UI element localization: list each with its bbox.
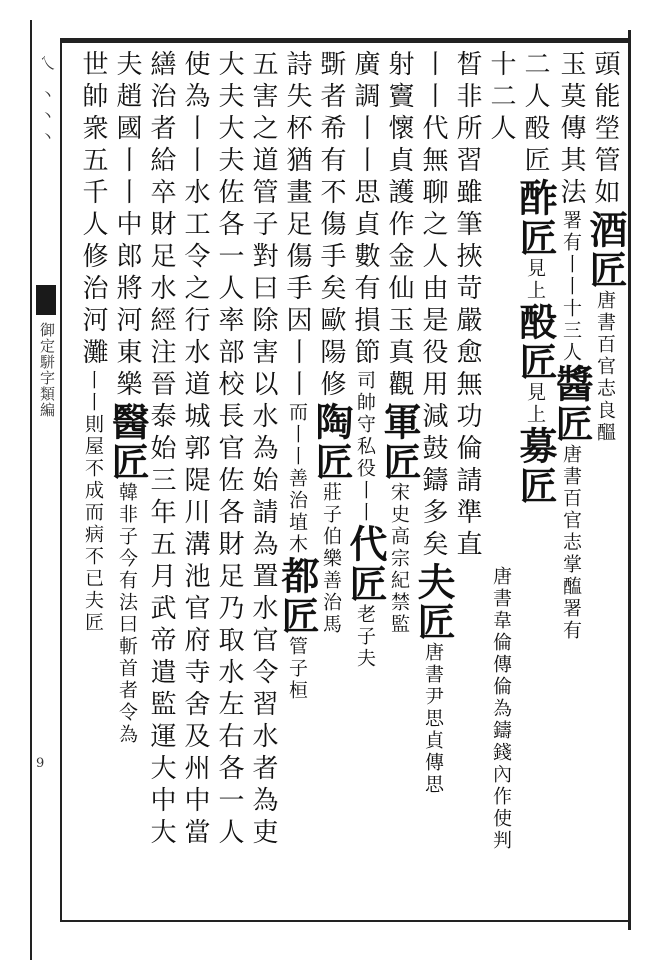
text-column-14 [146, 50, 176, 920]
headword: 代匠 [343, 524, 388, 604]
text-column-9 [309, 50, 354, 920]
annotation: 宋史高宗紀禁監 [388, 482, 410, 636]
text-column-10 [275, 50, 320, 920]
text-column-12 [214, 50, 244, 920]
text-column-11 [248, 50, 278, 920]
text-column-15 [105, 50, 150, 920]
annotation: 而丨丨善治埴木 [286, 402, 308, 556]
text-run: 射竇懷貞護作金仙玉真觀 [384, 50, 414, 402]
annotation: 韓非子今有法曰斬首者令為 [116, 482, 138, 746]
headword: 酒匠 [583, 210, 628, 290]
text-column-1 [583, 50, 628, 920]
text-run: 丨丨代無聊之人由是役用減鼓鑄多矣 [418, 50, 448, 562]
text-column-6 [411, 50, 456, 920]
headword: 醫匠 [105, 402, 150, 482]
annotation: 署有丨丨十三人 [560, 210, 582, 364]
page-number: 9 [36, 756, 45, 771]
text-column-7 [377, 50, 422, 920]
text-run: 使為丨丨水工令之行水道城郭隄川溝池官府寺舍及州中當 [180, 50, 210, 850]
text-run: 斲者希有不傷手矣歐陽修 [316, 50, 346, 402]
headword: 酢匠 [513, 178, 558, 258]
headword: 酘匠 [513, 302, 558, 382]
annotation: 老子夫 [354, 604, 376, 670]
text-run: 夫趙國丨丨中郎將河東樂 [112, 50, 142, 402]
annotation: 唐書百官志掌醢署有 [560, 444, 582, 642]
headword: 軍匠 [377, 402, 422, 482]
annotation: 丨丨則屋不成而病不已夫匠 [82, 370, 104, 634]
text-column-2 [549, 50, 594, 920]
annotation: 莊子伯樂善治馬 [320, 482, 342, 636]
text-run: 十二人 [486, 50, 516, 146]
headword: 募匠 [513, 426, 558, 506]
headword: 都匠 [275, 556, 320, 636]
margin-strip [32, 42, 58, 920]
text-run: 晳非所習雖筆挾苛嚴愈無功倫請準直 [452, 50, 482, 562]
text-column-13 [180, 50, 210, 920]
text-column-3 [513, 50, 558, 920]
text-run: 頭能塋管如 [590, 50, 620, 210]
text-run: 大夫大夫佐各一人率部校長官佐各財足乃取水左右各一人 [214, 50, 244, 850]
text-run: 玉莫傳其法 [556, 50, 586, 210]
text-run: 世帥衆五千人修治河灘 [78, 50, 108, 370]
fish-tail-mark [36, 285, 56, 315]
margin-marks: 乀 丶丶丶 [38, 55, 56, 150]
headword: 陶匠 [309, 402, 354, 482]
margin-book-title: 御定駢字類編 [38, 322, 56, 418]
annotation: 司帥守私役丨丨 [354, 370, 376, 524]
frame-line-bottom [60, 920, 630, 922]
annotation: 管子桓 [286, 636, 308, 702]
text-column-4 [486, 50, 516, 920]
text-column-5 [452, 50, 482, 920]
text-run: 五害之道管子對曰除害以水為始請為置水官令習水者為吏 [248, 50, 278, 850]
annotation: 唐書尹思貞傳思 [422, 642, 444, 796]
text-run: 詩失杯猶畫足傷手因丨丨 [282, 50, 312, 402]
annotation: 唐書韋倫傳倫為鑄錢內作使判 [490, 566, 512, 852]
text-column-16 [78, 50, 108, 920]
annotation: 唐書百官志良醞 [594, 290, 616, 444]
headword: 醬匠 [549, 364, 594, 444]
frame-line-inner [60, 38, 62, 922]
frame-line-right [628, 30, 631, 930]
text-run: 二人酘匠 [520, 50, 550, 178]
text-run: 繕治者給卒財足水經注晉泰始三年五月武帝遣監運大中大 [146, 50, 176, 850]
headword: 夫匠 [411, 562, 456, 642]
frame-line-top [60, 38, 630, 43]
annotation: 見上 [524, 382, 546, 426]
annotation: 見上 [524, 258, 546, 302]
text-run: 廣調丨丨思貞數有損節 [350, 50, 380, 370]
text-column-8 [343, 50, 388, 920]
